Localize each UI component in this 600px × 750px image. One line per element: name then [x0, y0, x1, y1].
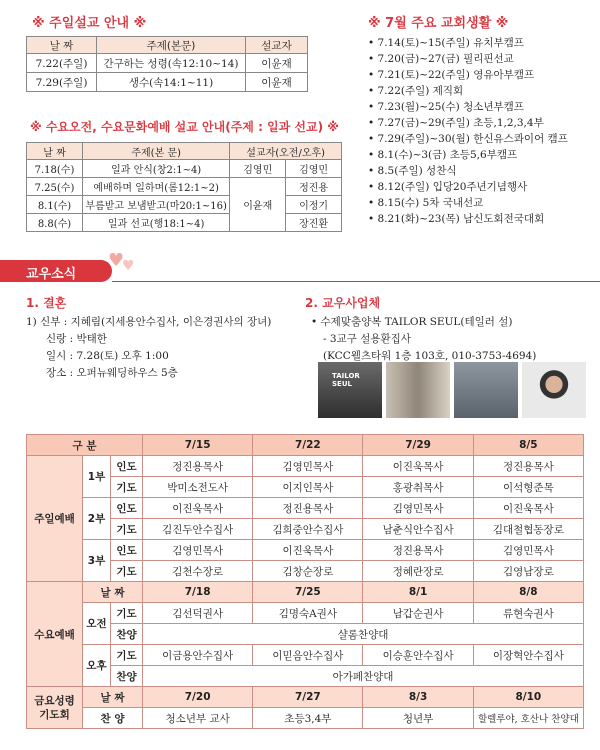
cell: 이윤재 — [246, 73, 308, 92]
table-row — [27, 456, 584, 477]
cell: 류현숙권사 — [473, 603, 583, 624]
list-item: • 8.5(주일) 성찬식 — [368, 163, 598, 179]
table-row — [27, 666, 584, 687]
fri-date: 7/27 — [253, 687, 363, 708]
pm-label: 오후 — [83, 645, 111, 687]
wed-service-label: 수요예배 — [27, 582, 83, 687]
cell: 장진환 — [286, 214, 342, 232]
table-row — [27, 160, 342, 178]
store-photo — [454, 362, 518, 418]
cell: 초등3,4부 — [253, 708, 363, 729]
news-banner-label: 교우소식 — [26, 267, 77, 282]
table-row — [27, 214, 342, 232]
col-preacher: 설교자(오전/오후) — [230, 143, 342, 160]
header-date: 7/29 — [363, 435, 473, 456]
cell: 7.22(주일) — [27, 54, 97, 73]
cell: 정혜란장로 — [363, 561, 473, 582]
cell: 김천수장로 — [143, 561, 253, 582]
owner-photo — [522, 362, 586, 418]
cell: 정진용목사 — [253, 498, 363, 519]
table-row — [27, 708, 584, 729]
cell: 청소년부 교사 — [143, 708, 253, 729]
cell: 이석형준목 — [473, 477, 583, 498]
role-label: 기도 — [111, 645, 143, 666]
table-row — [27, 540, 584, 561]
cell: 이윤재 — [246, 54, 308, 73]
role-label: 찬 양 — [83, 708, 143, 729]
table-row — [27, 687, 584, 708]
wedding-line: 신랑 : 박태한 — [46, 333, 107, 345]
cell: 남춘식안수집사 — [363, 519, 473, 540]
header-date: 8/5 — [473, 435, 583, 456]
col-topic: 주제(본 문) — [83, 143, 230, 160]
cell: 생수(속14:1~11) — [97, 73, 246, 92]
date-label: 날 짜 — [83, 687, 143, 708]
sunday-sermon-table — [26, 36, 308, 92]
part-label: 3부 — [83, 540, 111, 582]
cell: 8.1(수) — [27, 196, 83, 214]
table-row — [27, 519, 584, 540]
cell: 김영민목사 — [363, 498, 473, 519]
shop-photo — [318, 362, 382, 418]
cell: 이지인목사 — [253, 477, 363, 498]
cell: 이금용안수집사 — [143, 645, 253, 666]
list-item: • 7.21(토)~22(주일) 영유아부캠프 — [368, 67, 598, 83]
cell: 이진욱목사 — [363, 456, 473, 477]
cell: 이진욱목사 — [253, 540, 363, 561]
cell: 김영민 — [230, 160, 286, 178]
sunday-sermon-title: ※ 주일설교 안내 ※ — [32, 16, 147, 31]
cell: 이진욱목사 — [143, 498, 253, 519]
part-label: 1부 — [83, 456, 111, 498]
header-date: 7/22 — [253, 435, 363, 456]
heart-icon: ♥ — [122, 258, 135, 274]
cell: 김영민목사 — [473, 540, 583, 561]
cell: 김명숙A권사 — [253, 603, 363, 624]
list-item: • 8.15(수) 5차 국내선교 — [368, 195, 598, 211]
list-item: • 7.27(금)~29(주일) 초등,1,2,3,4부 — [368, 115, 598, 131]
cell: 할렐루야, 호산나 찬양대 — [473, 708, 583, 729]
table-row — [27, 477, 584, 498]
cell: 남갑순권사 — [363, 603, 473, 624]
cell: 일과 안식(창2:1~4) — [83, 160, 230, 178]
fri-date: 8/10 — [473, 687, 583, 708]
business-news — [305, 295, 536, 365]
list-item: • 7.22(주일) 제직회 — [368, 83, 598, 99]
header-date: 7/15 — [143, 435, 253, 456]
cell: 정진용 — [286, 178, 342, 196]
list-item: • 7.29(주일)~30(월) 한신유스콰이어 캠프 — [368, 131, 598, 147]
cell: 김희중안수집사 — [253, 519, 363, 540]
wedding-line: 장소 : 오퍼뉴웨딩하우스 5층 — [46, 367, 178, 379]
suits-photo — [386, 362, 450, 418]
fri-date: 7/20 — [143, 687, 253, 708]
cell: 김영남장로 — [473, 561, 583, 582]
wedding-line: 일시 : 7.28(토) 오후 1:00 — [46, 350, 169, 362]
role-label: 인도 — [111, 540, 143, 561]
role-label: 찬양 — [111, 666, 143, 687]
fri-date: 8/3 — [363, 687, 473, 708]
role-label: 찬양 — [111, 624, 143, 645]
cell: 홍광취목사 — [363, 477, 473, 498]
list-item: • 8.21(화)~23(목) 남신도회전국대회 — [368, 211, 598, 227]
wed-date: 8/1 — [363, 582, 473, 603]
wed-sermon-table — [26, 142, 342, 232]
wedding-news — [26, 295, 271, 382]
role-label: 기도 — [111, 519, 143, 540]
table-row — [27, 624, 584, 645]
fri-service-label — [27, 687, 83, 729]
cell: 예배하며 일하며(롬12:1~2) — [83, 178, 230, 196]
business-line: - 3교구 설용환집사 — [323, 333, 411, 345]
table-row — [27, 645, 584, 666]
business-line: • 수제맞춤양복 TAILOR SEUL(테일러 설) — [311, 316, 513, 328]
shop-sign: TAILOR SEUL — [332, 372, 360, 388]
business-title: 2. 교우사업체 — [305, 296, 381, 310]
wedding-line: 1) 신부 : 지혜림(지세용안수집사, 이은경권사의 장녀) — [26, 316, 272, 328]
cell: 7.25(수) — [27, 178, 83, 196]
fri-label-line: 금요성령 — [34, 694, 75, 707]
cell: 이장혁안수집사 — [473, 645, 583, 666]
cell: 이승훈안수집사 — [363, 645, 473, 666]
role-label: 인도 — [111, 456, 143, 477]
list-item: • 8.12(주일) 입당20주년기념행사 — [368, 179, 598, 195]
business-photos — [318, 362, 586, 418]
list-item: • 7.20(금)~27(금) 필리핀선교 — [368, 51, 598, 67]
wed-date: 8/8 — [473, 582, 583, 603]
service-schedule-table — [26, 434, 584, 729]
col-topic: 주제(본문) — [97, 37, 246, 54]
table-row — [27, 498, 584, 519]
cell: 박미소전도사 — [143, 477, 253, 498]
cell: 7.18(수) — [27, 160, 83, 178]
table-row — [27, 178, 342, 196]
cell: 간구하는 성령(속12:10~14) — [97, 54, 246, 73]
table-row — [27, 603, 584, 624]
heart-icon: ♥ — [108, 250, 125, 271]
part-label: 2부 — [83, 498, 111, 540]
events-list — [368, 35, 598, 227]
col-date: 날 짜 — [27, 143, 83, 160]
cell: 정진용목사 — [363, 540, 473, 561]
table-row — [27, 54, 308, 73]
cell: 김대철협동장로 — [473, 519, 583, 540]
role-label: 기도 — [111, 477, 143, 498]
cell: 김진두안수집사 — [143, 519, 253, 540]
wed-date: 7/18 — [143, 582, 253, 603]
date-label: 날 짜 — [83, 582, 143, 603]
cell: 일과 선교(행18:1~4) — [83, 214, 230, 232]
cell: 7.29(주일) — [27, 73, 97, 92]
cell: 김선덕권사 — [143, 603, 253, 624]
role-label: 기도 — [111, 603, 143, 624]
list-item: • 7.14(토)~15(주일) 유치부캠프 — [368, 35, 598, 51]
cell: 부름받고 보냄받고(마20:1~16) — [83, 196, 230, 214]
cell: 이진욱목사 — [473, 498, 583, 519]
cell: 이믿음안수집사 — [253, 645, 363, 666]
header-label: 구 분 — [27, 435, 143, 456]
news-banner — [0, 260, 600, 282]
list-item: • 7.23(월)~25(수) 청소년부캠프 — [368, 99, 598, 115]
wedding-title: 1. 결혼 — [26, 296, 67, 310]
wed-date: 7/25 — [253, 582, 363, 603]
cell: 김영민 — [286, 160, 342, 178]
am-label: 오전 — [83, 603, 111, 645]
cell: 이윤재 — [230, 178, 286, 232]
role-label: 인도 — [111, 498, 143, 519]
col-date: 날 짜 — [27, 37, 97, 54]
table-row — [27, 196, 342, 214]
list-item: • 8.1(수)~3(금) 초등5,6부캠프 — [368, 147, 598, 163]
role-label: 기도 — [111, 561, 143, 582]
sunday-service-label: 주일예배 — [27, 456, 83, 582]
cell: 김창순장로 — [253, 561, 363, 582]
table-row — [27, 582, 584, 603]
cell: 샬롬찬양대 — [143, 624, 584, 645]
events-title: ※ 7월 주요 교회생활 ※ — [368, 16, 509, 31]
table-row — [27, 73, 308, 92]
cell: 아가페찬양대 — [143, 666, 584, 687]
cell: 8.8(수) — [27, 214, 83, 232]
col-preacher: 설교자 — [246, 37, 308, 54]
cell: 정진용목사 — [143, 456, 253, 477]
fri-label-line: 기도회 — [39, 708, 70, 721]
cell: 청년부 — [363, 708, 473, 729]
business-line: (KCC웰츠타워 1층 103호, 010-3753-4694) — [323, 350, 537, 362]
wed-sermon-title: ※ 수요오전, 수요문화예배 설교 안내(주제 : 일과 선교) ※ — [30, 120, 339, 134]
cell: 이정기 — [286, 196, 342, 214]
cell: 김영민목사 — [143, 540, 253, 561]
table-row — [27, 561, 584, 582]
cell: 김영민목사 — [253, 456, 363, 477]
cell: 정진용목사 — [473, 456, 583, 477]
